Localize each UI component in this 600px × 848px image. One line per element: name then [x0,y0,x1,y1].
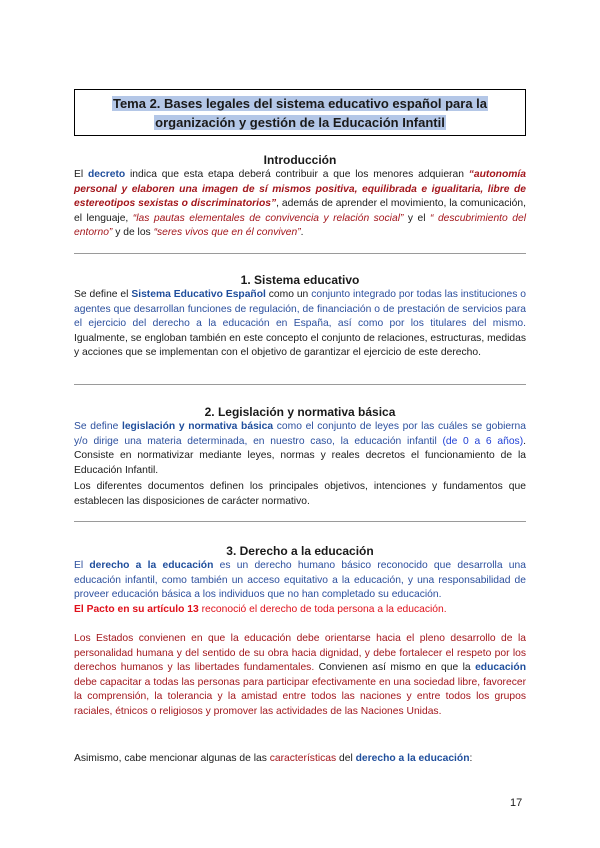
section-2-heading: 2. Legislación y normativa básica [204,405,396,419]
derecho-term-2: derecho a la educación [355,753,470,764]
document-title-box [74,89,526,136]
intro-heading: Introducción [263,153,337,167]
section-2-paragraph: Se define legislación y normativa básica como el conjunto de leyes por las cuáles se gobierna y/o dirige una materia determinada, en nuestro caso, la educación infantil (de 0 a 6 años). Consiste en normativizar mediante leyes, normas y reales decretos el funcionamiento de la Educación Infantil. [74,421,526,476]
section-2-paragraph-2: Los diferentes documentos definen los principales objetivos, intenciones y fundamentos que establecen las disposiciones de carácter normativo. [74,481,526,507]
title-line-2: organización y gestión de la Educación Infantil [155,114,445,130]
sistema-educativo-term: Sistema Educativo Español [131,289,266,300]
section-divider [74,253,526,254]
section-1-paragraph: Se define el Sistema Educativo Español como un conjunto integrado por todas las instituciones o agentes que desarrollan funciones de regulación, de financiación o de prestación de servicios para el ejercicio del derecho a la educación en España, así como por los titulares del mismo. Igualmente, se engloban también en este concepto el conjunto de relaciones, estructuras, medidas y acciones que se implementan con el objetivo de garantizar el ejercicio de este derecho. [74,289,527,359]
legislacion-term: legislación y normativa básica [121,421,274,432]
intro-paragraph: El decreto indica que esta etapa deberá contribuir a que los menores adquieran “autonomía personal y elaboren una imagen de sí mismos positiva, equilibrada e igualitaria, libre de estereotipos sexistas o discriminatorios”, además de aprender el movimiento, la comunicación, el lenguaje, “las pautas elementales de convivencia y relación social” y el “ descubrimiento del entorno” y de los “seres vivos que en él conviven”. [74,169,526,239]
section-divider [74,521,526,522]
section-divider [74,384,526,385]
section-3-heading: 3. Derecho a la educación [226,544,374,558]
educacion-term: educación [475,662,526,674]
derecho-term: derecho a la educación [89,560,214,571]
section-3-paragraph-3: Asimismo, cabe mencionar algunas de las características del derecho a la educación: [74,753,473,764]
section-3-paragraph-2: Los Estados convienen en que la educación debe orientarse hacia el pleno desarrollo de la personalidad humana y del sentido de su obra hacia dignidad, y debe fortalecer el respeto por los derechos humanos y las libertades fundamentales. Convienen así mismo en que la educación debe capacitar a todas las personas para participar efectivamente en una sociedad libre, favorecer la comprensión, la tolerancia y la amistad entre todos las naciones y entre todos los grupos raciales, étnicos o religiosos y promover las actividades de las Naciones Unidas. [74,633,526,717]
section-1-heading: 1. Sistema educativo [240,273,360,287]
page-number: 17 [510,797,523,809]
decreto-term: decreto [87,169,126,180]
section-3-paragraph: El derecho a la educación es un derecho humano básico reconocido que desarrolla una educación infantil, como también un acceso equitativo a la educación, y una responsabilidad de proveer educación básica a los individuos que no han completado su educación. El Pacto en su artículo 13 reconoció el derecho de toda persona a la educación. [74,560,526,615]
title-line-1: Tema 2. Bases legales del sistema educativo español para la [112,95,488,111]
